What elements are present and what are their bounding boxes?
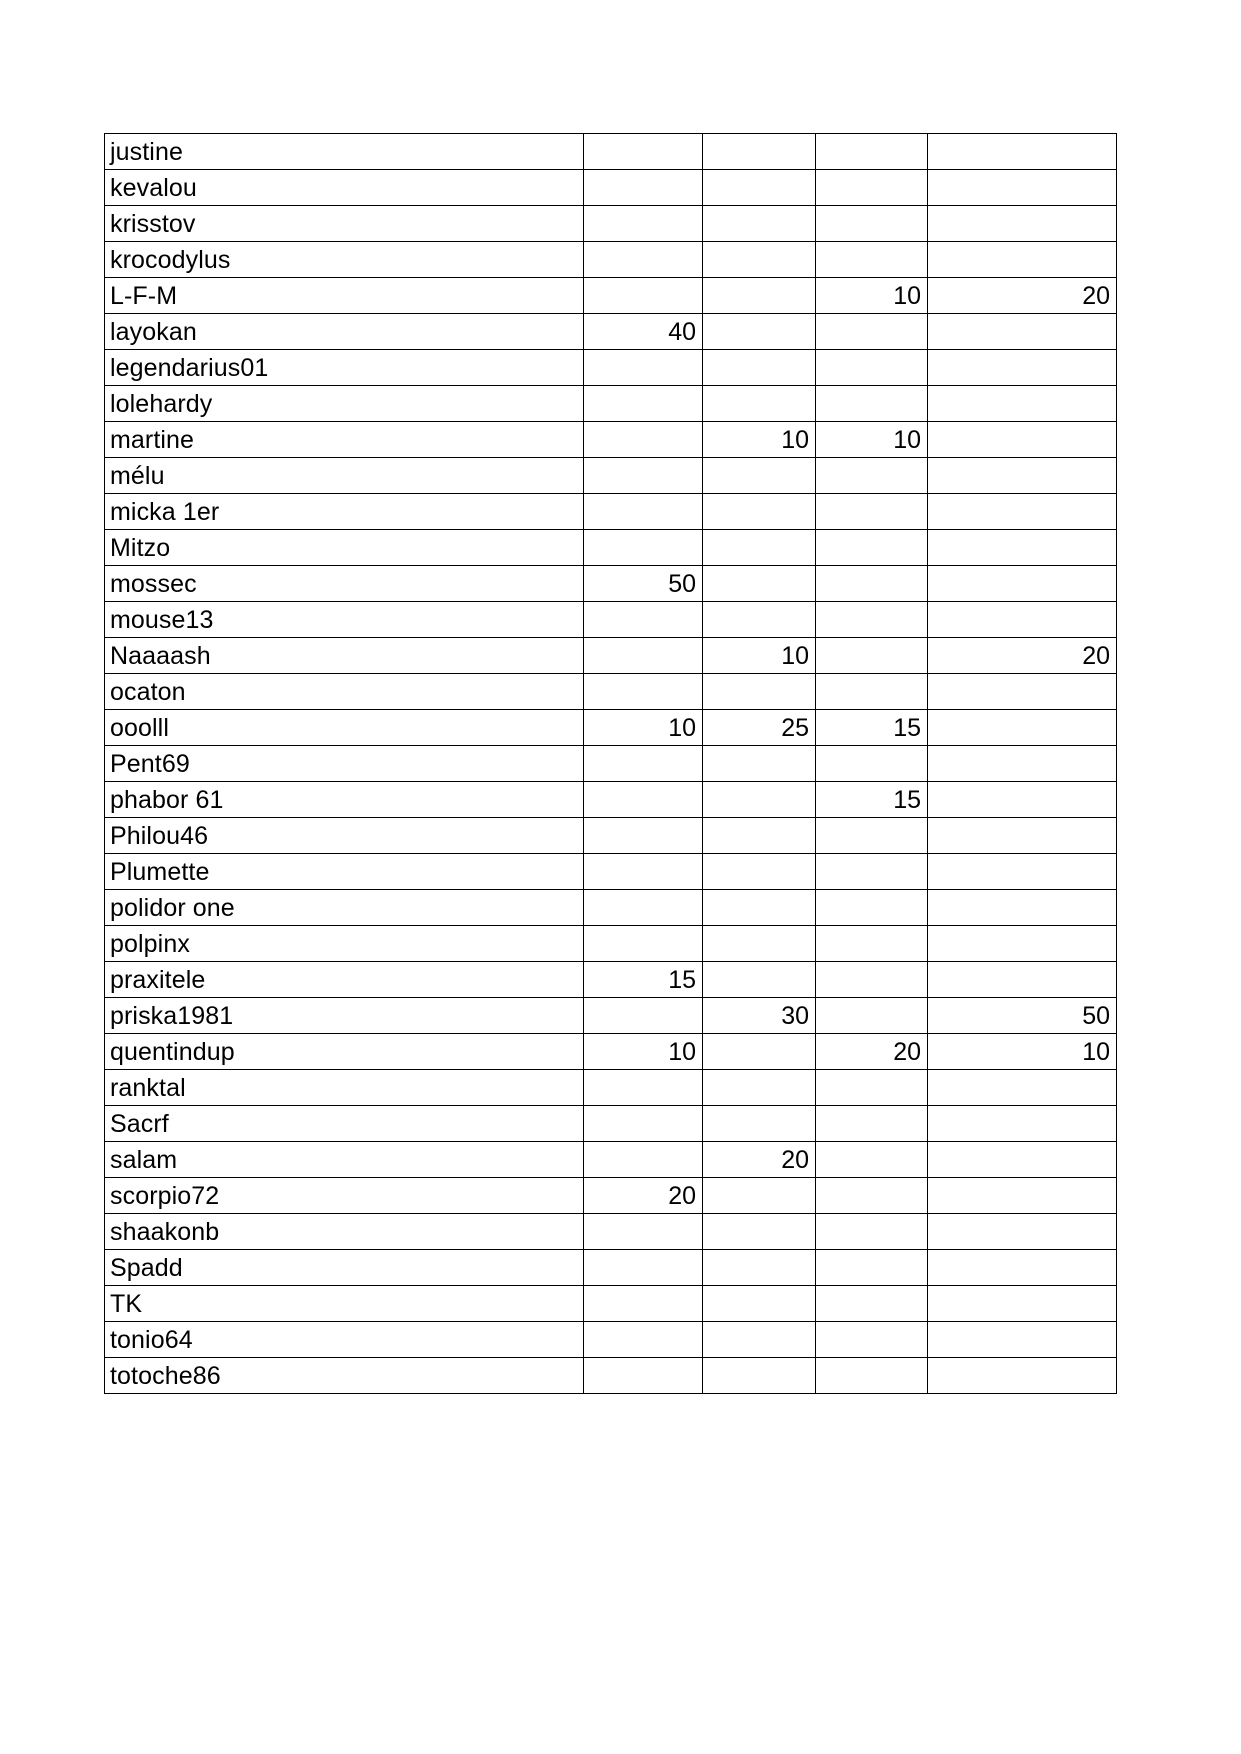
score-cell-2 (703, 782, 816, 818)
table-row (105, 170, 1117, 206)
score-cell-4 (928, 566, 1117, 602)
table-row (105, 1358, 1117, 1394)
score-cell-3 (816, 530, 928, 566)
score-cell-4 (928, 1106, 1117, 1142)
score-cell-3 (816, 962, 928, 998)
score-cell-2 (703, 818, 816, 854)
score-cell-1 (584, 422, 703, 458)
score-cell-2 (703, 566, 816, 602)
table-row (105, 1286, 1117, 1322)
participant-name-cell: Philou46 (105, 818, 584, 854)
score-cell-3 (816, 854, 928, 890)
participant-name-cell: mélu (105, 458, 584, 494)
participant-name-cell: Sacrf (105, 1106, 584, 1142)
score-cell-3 (816, 674, 928, 710)
score-cell-2 (703, 1214, 816, 1250)
score-cell-2 (703, 314, 816, 350)
score-cell-4 (928, 746, 1117, 782)
score-cell-2 (703, 494, 816, 530)
score-cell-2 (703, 746, 816, 782)
score-cell-2: 30 (703, 998, 816, 1034)
score-cell-3 (816, 1358, 928, 1394)
participant-name-cell: scorpio72 (105, 1178, 584, 1214)
score-cell-4 (928, 206, 1117, 242)
score-cell-2 (703, 1250, 816, 1286)
participant-name-cell: mossec (105, 566, 584, 602)
participant-name-cell: polidor one (105, 890, 584, 926)
participant-name-cell: totoche86 (105, 1358, 584, 1394)
table-row (105, 350, 1117, 386)
score-cell-2: 25 (703, 710, 816, 746)
participant-name-cell: layokan (105, 314, 584, 350)
table-row (105, 1178, 1117, 1214)
score-cell-1 (584, 350, 703, 386)
score-cell-2 (703, 1178, 816, 1214)
table-row (105, 1106, 1117, 1142)
table-row (105, 242, 1117, 278)
table-row (105, 710, 1117, 746)
score-cell-3: 10 (816, 278, 928, 314)
table-row (105, 1070, 1117, 1106)
score-cell-4 (928, 602, 1117, 638)
score-cell-3 (816, 746, 928, 782)
score-cell-4 (928, 1358, 1117, 1394)
score-cell-3: 20 (816, 1034, 928, 1070)
table-row (105, 1142, 1117, 1178)
score-cell-2 (703, 530, 816, 566)
participant-name-cell: Plumette (105, 854, 584, 890)
table-row (105, 602, 1117, 638)
score-cell-4 (928, 494, 1117, 530)
score-cell-2: 20 (703, 1142, 816, 1178)
table-row (105, 206, 1117, 242)
score-cell-2 (703, 674, 816, 710)
participant-name-cell: mouse13 (105, 602, 584, 638)
table-row (105, 854, 1117, 890)
participant-name-cell: krisstov (105, 206, 584, 242)
score-cell-4 (928, 782, 1117, 818)
score-cell-2 (703, 1070, 816, 1106)
score-cell-1 (584, 1106, 703, 1142)
table-row (105, 638, 1117, 674)
participant-name-cell: kevalou (105, 170, 584, 206)
score-cell-3 (816, 638, 928, 674)
score-cell-4 (928, 818, 1117, 854)
score-cell-3 (816, 1178, 928, 1214)
participant-name-cell: legendarius01 (105, 350, 584, 386)
score-cell-1: 10 (584, 1034, 703, 1070)
score-cell-3 (816, 314, 928, 350)
score-cell-1 (584, 386, 703, 422)
score-cell-4 (928, 458, 1117, 494)
score-cell-1: 10 (584, 710, 703, 746)
score-cell-3 (816, 350, 928, 386)
score-cell-4 (928, 170, 1117, 206)
score-cell-2 (703, 170, 816, 206)
score-cell-3: 15 (816, 710, 928, 746)
participant-name-cell: Spadd (105, 1250, 584, 1286)
table-row (105, 962, 1117, 998)
participant-name-cell: TK (105, 1286, 584, 1322)
score-cell-3 (816, 1070, 928, 1106)
score-cell-1 (584, 854, 703, 890)
score-cell-2 (703, 242, 816, 278)
score-cell-4 (928, 314, 1117, 350)
score-cell-4 (928, 386, 1117, 422)
table-row (105, 386, 1117, 422)
score-cell-2 (703, 206, 816, 242)
score-cell-3 (816, 998, 928, 1034)
table-body (105, 134, 1117, 1394)
score-cell-1: 15 (584, 962, 703, 998)
participant-name-cell: tonio64 (105, 1322, 584, 1358)
score-cell-1 (584, 170, 703, 206)
score-cell-1: 40 (584, 314, 703, 350)
participant-name-cell: shaakonb (105, 1214, 584, 1250)
score-cell-4 (928, 1286, 1117, 1322)
score-cell-3: 15 (816, 782, 928, 818)
score-cell-2 (703, 926, 816, 962)
score-cell-4: 20 (928, 638, 1117, 674)
participant-name-cell: micka 1er (105, 494, 584, 530)
score-cell-2 (703, 134, 816, 170)
score-cell-1 (584, 494, 703, 530)
score-cell-3 (816, 602, 928, 638)
score-cell-3 (816, 1322, 928, 1358)
score-cell-4 (928, 422, 1117, 458)
table-row (105, 782, 1117, 818)
score-cell-3 (816, 1214, 928, 1250)
score-cell-3 (816, 386, 928, 422)
table-row (105, 422, 1117, 458)
table-row (105, 1214, 1117, 1250)
score-cell-3 (816, 818, 928, 854)
participant-name-cell: praxitele (105, 962, 584, 998)
score-cell-1 (584, 1250, 703, 1286)
score-cell-1 (584, 1358, 703, 1394)
score-cell-1 (584, 278, 703, 314)
participant-name-cell: quentindup (105, 1034, 584, 1070)
table-row (105, 566, 1117, 602)
participant-name-cell: L-F-M (105, 278, 584, 314)
score-cell-3 (816, 494, 928, 530)
table-row (105, 998, 1117, 1034)
participant-name-cell: krocodylus (105, 242, 584, 278)
score-cell-1 (584, 242, 703, 278)
score-cell-3 (816, 1286, 928, 1322)
score-cell-3 (816, 134, 928, 170)
score-cell-2 (703, 1322, 816, 1358)
score-cell-3: 10 (816, 422, 928, 458)
score-cell-1 (584, 1286, 703, 1322)
score-cell-3 (816, 242, 928, 278)
score-cell-4 (928, 134, 1117, 170)
score-cell-2 (703, 854, 816, 890)
participant-name-cell: ooolll (105, 710, 584, 746)
score-cell-3 (816, 458, 928, 494)
score-cell-1 (584, 206, 703, 242)
table-row (105, 134, 1117, 170)
table-row (105, 1250, 1117, 1286)
score-cell-2 (703, 458, 816, 494)
score-cell-4: 50 (928, 998, 1117, 1034)
score-cell-3 (816, 926, 928, 962)
score-cell-2 (703, 278, 816, 314)
score-cell-3 (816, 170, 928, 206)
score-cell-2 (703, 602, 816, 638)
table-row (105, 458, 1117, 494)
score-cell-1 (584, 458, 703, 494)
score-cell-1 (584, 530, 703, 566)
participant-name-cell: Naaaash (105, 638, 584, 674)
score-cell-4 (928, 1070, 1117, 1106)
participant-name-cell: phabor 61 (105, 782, 584, 818)
score-cell-4 (928, 674, 1117, 710)
participant-name-cell: justine (105, 134, 584, 170)
table-row (105, 674, 1117, 710)
score-cell-1 (584, 1322, 703, 1358)
score-cell-2 (703, 1034, 816, 1070)
score-cell-4 (928, 350, 1117, 386)
score-cell-1 (584, 782, 703, 818)
score-cell-4: 10 (928, 1034, 1117, 1070)
score-cell-1 (584, 818, 703, 854)
score-cell-1 (584, 1142, 703, 1178)
score-cell-1: 20 (584, 1178, 703, 1214)
participant-name-cell: martine (105, 422, 584, 458)
table-row (105, 1034, 1117, 1070)
score-cell-4 (928, 962, 1117, 998)
participant-name-cell: ranktal (105, 1070, 584, 1106)
participant-name-cell: lolehardy (105, 386, 584, 422)
table-row (105, 1322, 1117, 1358)
score-cell-4 (928, 1322, 1117, 1358)
score-cell-1 (584, 134, 703, 170)
score-cell-2 (703, 962, 816, 998)
participant-name-cell: Mitzo (105, 530, 584, 566)
score-cell-1 (584, 998, 703, 1034)
table-row (105, 890, 1117, 926)
score-cell-4 (928, 1250, 1117, 1286)
table-row (105, 926, 1117, 962)
score-cell-1 (584, 638, 703, 674)
table-row (105, 494, 1117, 530)
score-cell-2 (703, 386, 816, 422)
table-row (105, 530, 1117, 566)
score-cell-1 (584, 674, 703, 710)
score-cell-4 (928, 854, 1117, 890)
table-row (105, 818, 1117, 854)
score-cell-1 (584, 890, 703, 926)
score-cell-2 (703, 1286, 816, 1322)
score-cell-4 (928, 710, 1117, 746)
score-cell-1 (584, 746, 703, 782)
score-cell-3 (816, 566, 928, 602)
table-row (105, 278, 1117, 314)
table-container (104, 133, 1116, 1394)
score-cell-1: 50 (584, 566, 703, 602)
score-cell-4: 20 (928, 278, 1117, 314)
participant-name-cell: ocaton (105, 674, 584, 710)
score-cell-3 (816, 1250, 928, 1286)
score-cell-2 (703, 1358, 816, 1394)
score-cell-2 (703, 1106, 816, 1142)
score-cell-3 (816, 1106, 928, 1142)
score-cell-2 (703, 350, 816, 386)
participants-score-table (104, 133, 1117, 1394)
participant-name-cell: priska1981 (105, 998, 584, 1034)
score-cell-1 (584, 602, 703, 638)
score-cell-4 (928, 1178, 1117, 1214)
table-row (105, 314, 1117, 350)
score-cell-1 (584, 1070, 703, 1106)
participant-name-cell: salam (105, 1142, 584, 1178)
score-cell-1 (584, 926, 703, 962)
table-row (105, 746, 1117, 782)
score-cell-4 (928, 242, 1117, 278)
score-cell-4 (928, 1142, 1117, 1178)
score-cell-4 (928, 890, 1117, 926)
score-cell-3 (816, 1142, 928, 1178)
participant-name-cell: Pent69 (105, 746, 584, 782)
score-cell-4 (928, 926, 1117, 962)
participant-name-cell: polpinx (105, 926, 584, 962)
score-cell-2: 10 (703, 422, 816, 458)
score-cell-4 (928, 1214, 1117, 1250)
score-cell-3 (816, 890, 928, 926)
score-cell-4 (928, 530, 1117, 566)
score-cell-2 (703, 890, 816, 926)
score-cell-3 (816, 206, 928, 242)
score-cell-1 (584, 1214, 703, 1250)
score-cell-2: 10 (703, 638, 816, 674)
